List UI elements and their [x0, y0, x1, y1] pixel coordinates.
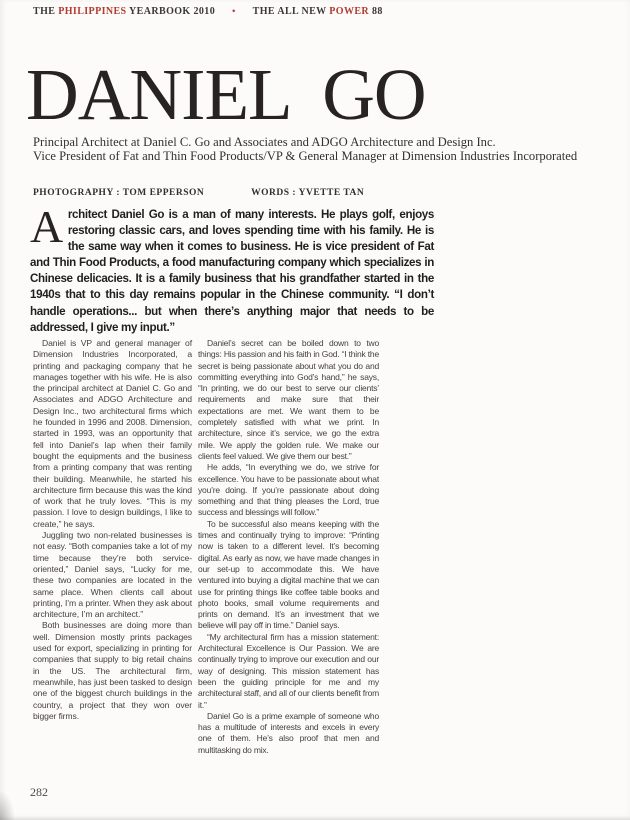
page-number: 282	[30, 785, 48, 799]
subtitle-line-2: Vice President of Fat and Thin Food Products/VP & General Manager at Dimension Industries Incorporated	[33, 148, 578, 163]
photography-credit: PHOTOGRAPHY : TOM EPPERSON	[33, 188, 205, 198]
byline-credits	[33, 188, 364, 198]
header-all-new: THE ALL NEW	[252, 6, 330, 17]
drop-cap: A	[30, 201, 63, 252]
body-columns	[33, 338, 379, 756]
article-subtitle	[33, 136, 623, 163]
right-column	[198, 338, 379, 756]
body-paragraph: “My architectural firm has a mission statement: Architectural Excellence is Our Passion. We are continually trying to improve our execution and our way of designing. This mission statement has been the guiding principle for me and my architectural staff, and all of our clients benefit from it.”	[198, 631, 379, 710]
subtitle-line-1: Principal Architect at Daniel C. Go and Associates and ADGO Architecture and Design Inc.	[33, 135, 496, 149]
body-paragraph: Daniel’s secret can be boiled down to two things: His passion and his faith in God. “I think the secret is being passionate about what you do and committing everything into God’s hand,” he says, “In printing, we do our best to serve our clients’ requirements and make sure that their expectations are met. We want them to be completely satisfied with what we print. In architecture, since it’s service, we go the extra mile. We apply the golden rule. We make our clients feel valued. We give them our best.”	[198, 338, 379, 461]
intro-text: rchitect Daniel Go is a man of many interests. He plays golf, enjoys restoring classic cars, and loves spending time with his family. He is the same way when it comes to business. He is vice president of Fat and Thin Food Products, a food manufacturing company which specializes in Chinese delicacies. It is a family business that his grandfather started in the 1940s that to this day remains popular in the Chinese community. “I don’t handle operations... but when there’s anything major that needs to be addressed, I give my input.”	[30, 208, 434, 334]
header-issue-number: 88	[369, 6, 383, 17]
body-paragraph: Both businesses are doing more than well. Dimension mostly prints packages used for export, specializing in printing for companies that supply to big retail chains in the US. The architectural firm, meanwhile, has just been tasked to design one of the biggest church buildings in the country, a project that they won over bigger firms.	[33, 620, 192, 721]
header-left-text	[33, 6, 215, 17]
scan-corner-shadow	[0, 778, 18, 820]
body-paragraph: To be successful also means keeping with the times and continually trying to improve: “Printing now is taken to a different level. It’s becoming digital. As early as now, we have made changes in our set-up to accommodate this. We have ventured into buying a digital machine that we can use for printing things like coffee table books and photo books, small volume requirements and prints on demand. It’s an investment that we believe will pay off in time.” Daniel says.	[198, 518, 379, 631]
header-the: THE	[33, 6, 59, 17]
intro-deck-paragraph	[30, 201, 434, 336]
left-column	[33, 338, 192, 756]
header-right-text	[253, 6, 383, 17]
body-paragraph: Daniel is VP and general manager of Dimension Industries Incorporated, a printing and packaging company that he manages together with his wife. He is also the principal architect at Daniel C. Go and Associates and ADGO Architecture and Design Inc., two architectural firms which he founded in 1996 and 2008. Dimension, started in 1993, was an opportunity that fell into Daniel’s lap when their family bought the equipments and the business from a printing company that was renting their building. Meanwhile, he started his architecture firm because this was the kind of work that he truly loves. “This is my passion. I love to design buildings, I like to create,” he says.	[33, 338, 192, 529]
body-paragraph: Daniel Go is a prime example of someone who has a multitude of interests and excels in every one of them. He’s also proof that men and multitasking do mix.	[198, 710, 379, 755]
header-power: POWER	[329, 6, 370, 17]
words-credit: WORDS : YVETTE TAN	[251, 188, 365, 198]
header-bullet-icon: •	[232, 6, 236, 16]
header-philippines: PHILIPPINES	[58, 6, 127, 17]
body-paragraph: He adds, “In everything we do, we strive for excellence. You have to be passionate about what you’re doing. If you’re passionate about doing something and that thing pleases the Lord, true success and blessings will follow.”	[198, 462, 379, 518]
header-yearbook: YEARBOOK 2010	[126, 6, 216, 17]
scan-bottom-edge	[0, 816, 630, 820]
article-title: DANIEL GO	[26, 54, 426, 135]
running-header	[33, 6, 383, 17]
body-paragraph: Juggling two non-related businesses is not easy. “Both companies take a lot of my time because they’re both service-oriented,” Daniel says, “Lucky for me, these two companies are located in the same place. When clients call about printing, I’m a printer. When they ask about architecture, I’m an architect.”	[33, 530, 192, 620]
